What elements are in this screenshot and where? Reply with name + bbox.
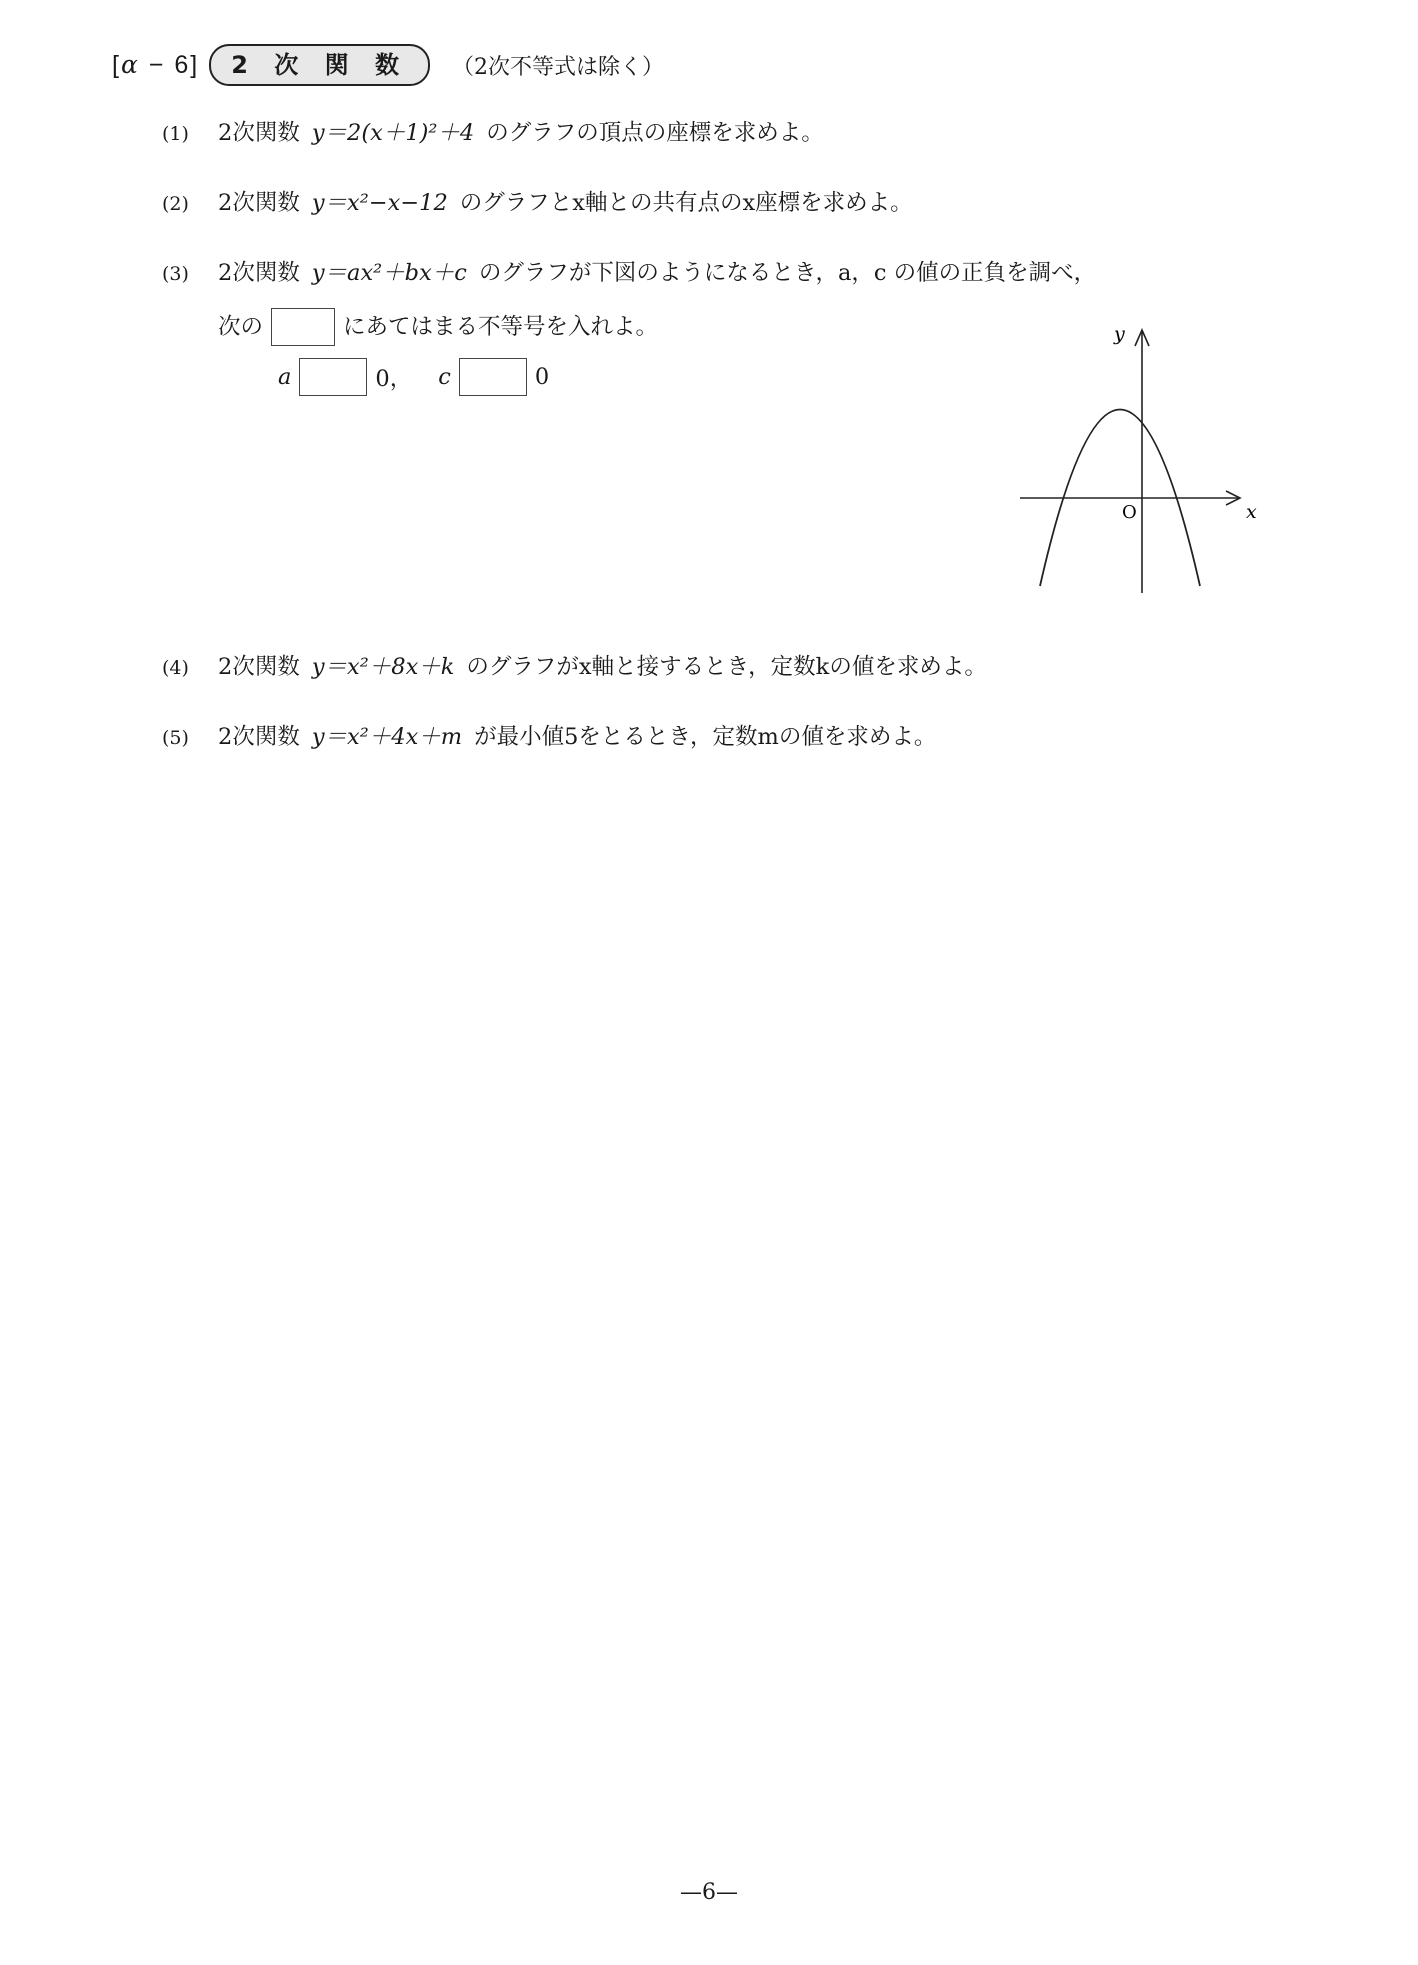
problem-text: が最小値5をとるとき，定数mの値を求めよ。 [474,724,937,750]
problem-number: (4) [162,657,189,679]
problem-text: のグラフがx軸と接するとき，定数kの値を求めよ。 [466,654,987,680]
problem-formula: y＝x²＋4x＋m [311,724,463,750]
code-bracket-open: [ [112,51,121,79]
problem-text: のグラフの頂点の座標を求めよ。 [486,120,824,146]
x-axis-label: x [1246,501,1257,523]
answer-line [278,358,549,396]
problem-lead: 2次関数 [218,654,300,680]
problem-formula: y＝ax²＋bx＋c [311,260,467,286]
problem-number: (1) [162,123,189,145]
page-number: —6— [680,1880,738,1905]
problem-number: (2) [162,193,189,215]
section-code [112,50,199,80]
problem-3-line2 [218,308,658,346]
problem-3-line2-pre: 次の [218,314,264,340]
answer-zero-2: 0 [534,364,550,390]
answer-zero-1: 0， [375,366,413,392]
problem-3 [162,258,1096,289]
answer-var-c: c [438,364,451,390]
problem-number: (5) [162,727,189,749]
problem-number: (3) [162,263,189,285]
y-axis-label: y [1114,323,1125,345]
answer-box-c[interactable] [459,358,527,396]
section-note: （2次不等式は除く） [451,54,664,80]
problem-3-line2-post: にあてはまる不等号を入れよ。 [343,314,659,340]
problem-5 [162,722,936,753]
problem-lead: 2次関数 [218,260,300,286]
problem-formula: y＝2(x＋1)²＋4 [311,120,475,146]
example-blank-box [271,308,335,346]
problem-4 [162,652,987,683]
code-number: − 6] [139,51,200,79]
answer-var-a: a [278,364,292,390]
problem-text: のグラフとx軸との共有点のx座標を求めよ。 [459,190,913,216]
problem-lead: 2次関数 [218,190,300,216]
section-header [112,44,664,86]
parabola-graph [1010,318,1260,593]
origin-label: O [1122,502,1137,523]
code-alpha: α [120,50,140,79]
section-title-badge: 2 次 関 数 [209,44,430,86]
answer-box-a[interactable] [299,358,367,396]
problem-lead: 2次関数 [218,120,300,146]
problem-lead: 2次関数 [218,724,300,750]
problem-formula: y＝x²−x−12 [311,190,448,216]
problem-2 [162,188,913,219]
problem-text: のグラフが下図のようになるとき，a，c の値の正負を調べ， [478,260,1097,286]
problem-formula: y＝x²＋8x＋k [311,654,455,680]
problem-1 [162,118,824,149]
